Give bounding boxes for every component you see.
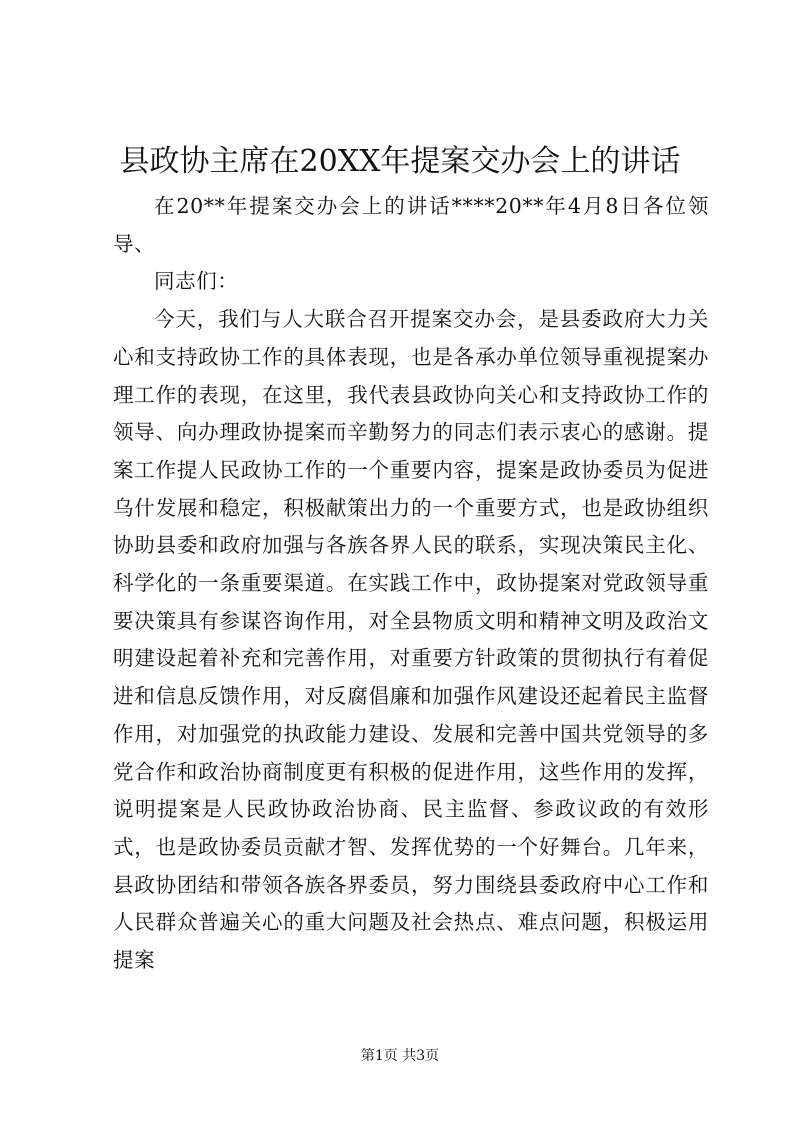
paragraph-main: 今天，我们与人大联合召开提案交办会，是县委政府大力关心和支持政协工作的具体表现，也是各承办单位领导重视提案办理工作的表现，在这里，我代表县政协向关心和支持政协工作的领导、向办理政协提案而辛勤努力的同志们表示衷心的感谢。提案工作提人民政协工作的一个重要内容，提案是政协委员为促进乌什发展和稳定，积极献策出力的一个重要方式，也是政协组织协助县委和政府加强与各族各界人民的联系，实现决策民主化、科学化的一条重要渠道。在实践工作中，政协提案对党政领导重要决策具有参谋咨询作用，对全县物质文明和精神文明及政治文明建设起着补充和完善作用，对重要方针政策的贯彻执行有着促进和信息反馈作用，对反腐倡廉和加强作风建设还起着民主监督作用，对加强党的执政能力建设、发展和完善中国共党领导的多党合作和政治协商制度更有积极的促进作用，这些作用的发挥，说明提案是人民政协政治协商、民主监督、参政议政的有效形式，也是政协委员贡献才智、发挥优势的一个好舞台。几年来，县政协团结和带领各族各界委员，努力围绕县委政府中心工作和人民群众普遍关心的重大问题及社会热点、难点问题，积极运用提案 bbox=[113, 307, 709, 973]
paragraph-salutation: 同志们： bbox=[154, 269, 239, 294]
document-title: 县政协主席在20XX年提案交办会上的讲话 bbox=[119, 144, 681, 179]
page-footer: 第1页 共3页 bbox=[360, 1048, 440, 1064]
document-body bbox=[113, 188, 709, 980]
paragraph-opening: 在20**年提案交办会上的讲话****20**年4月8日各位领导、 bbox=[113, 194, 709, 256]
